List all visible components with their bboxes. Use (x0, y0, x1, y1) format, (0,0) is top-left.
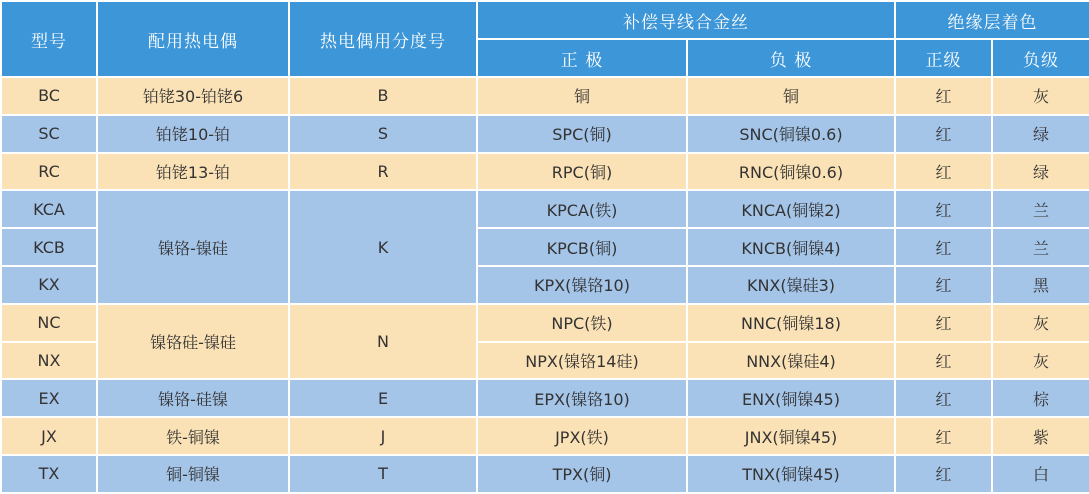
cell-positive: NPX(镍铬14硅) (477, 342, 687, 380)
cell-pos-color: 红 (895, 266, 992, 304)
cell-model: KCB (1, 228, 97, 266)
cell-negative: SNC(铜镍0.6) (687, 115, 895, 153)
cell-neg-color: 灰 (992, 304, 1089, 342)
table-row (1, 153, 1089, 191)
cell-positive: EPX(镍铬10) (477, 379, 687, 417)
cell-pos-color: 红 (895, 455, 992, 493)
header-positive: 正 极 (477, 39, 687, 77)
cell-neg-color: 棕 (992, 379, 1089, 417)
cell-model: BC (1, 77, 97, 115)
table-row (1, 115, 1089, 153)
header-thermocouple: 配用热电偶 (97, 1, 289, 77)
header-graduation: 热电偶用分度号 (289, 1, 477, 77)
cell-negative: NNC(铜镍18) (687, 304, 895, 342)
table-row (1, 417, 1089, 455)
cell-thermocouple: 铁-铜镍 (97, 417, 289, 455)
cell-negative: KNCB(铜镍4) (687, 228, 895, 266)
cell-model: KX (1, 266, 97, 304)
cell-model: JX (1, 417, 97, 455)
cell-positive: KPX(镍铬10) (477, 266, 687, 304)
cell-neg-color: 兰 (992, 228, 1089, 266)
cell-thermocouple: 铜-铜镍 (97, 455, 289, 493)
table-row (1, 304, 1089, 342)
table-row (1, 455, 1089, 493)
table-row (1, 379, 1089, 417)
cell-positive: SPC(铜) (477, 115, 687, 153)
cell-model: KCA (1, 190, 97, 228)
cell-neg-color: 紫 (992, 417, 1089, 455)
cell-graduation: B (289, 77, 477, 115)
cell-thermocouple: 铂铑10-铂 (97, 115, 289, 153)
cell-model: NC (1, 304, 97, 342)
header-negative: 负 极 (687, 39, 895, 77)
cell-graduation: J (289, 417, 477, 455)
cell-neg-color: 灰 (992, 342, 1089, 380)
cell-negative: RNC(铜镍0.6) (687, 153, 895, 191)
cell-pos-color: 红 (895, 190, 992, 228)
cell-negative: KNX(镍硅3) (687, 266, 895, 304)
cell-model: RC (1, 153, 97, 191)
table-row (1, 190, 1089, 228)
cell-graduation: R (289, 153, 477, 191)
cell-model: NX (1, 342, 97, 380)
cell-neg-color: 黑 (992, 266, 1089, 304)
cell-neg-color: 绿 (992, 115, 1089, 153)
cell-neg-color: 灰 (992, 77, 1089, 115)
cell-positive: JPX(铁) (477, 417, 687, 455)
cell-pos-color: 红 (895, 342, 992, 380)
cell-neg-color: 兰 (992, 190, 1089, 228)
cell-neg-color: 白 (992, 455, 1089, 493)
cell-pos-color: 红 (895, 115, 992, 153)
cell-positive: KPCB(铜) (477, 228, 687, 266)
cell-pos-color: 红 (895, 228, 992, 266)
cell-thermocouple: 铂铑30-铂铑6 (97, 77, 289, 115)
cell-pos-color: 红 (895, 153, 992, 191)
cell-pos-color: 红 (895, 304, 992, 342)
header-alloy: 补偿导线合金丝 (477, 1, 895, 39)
header-model: 型号 (1, 1, 97, 77)
cell-neg-color: 绿 (992, 153, 1089, 191)
cell-positive: 铜 (477, 77, 687, 115)
cell-thermocouple: 铂铑13-铂 (97, 153, 289, 191)
cell-positive: KPCA(铁) (477, 190, 687, 228)
cell-pos-color: 红 (895, 379, 992, 417)
cell-negative: NNX(镍硅4) (687, 342, 895, 380)
cell-positive: NPC(铁) (477, 304, 687, 342)
cell-thermocouple: 镍铬-镍硅 (97, 190, 289, 303)
table-row (1, 77, 1089, 115)
cell-model: SC (1, 115, 97, 153)
cell-negative: 铜 (687, 77, 895, 115)
cell-thermocouple: 镍铬-硅镍 (97, 379, 289, 417)
cell-pos-color: 红 (895, 417, 992, 455)
cell-pos-color: 红 (895, 77, 992, 115)
cell-negative: ENX(铜镍45) (687, 379, 895, 417)
cell-graduation: T (289, 455, 477, 493)
cell-positive: RPC(铜) (477, 153, 687, 191)
cell-graduation: S (289, 115, 477, 153)
cell-model: TX (1, 455, 97, 493)
cell-graduation: N (289, 304, 477, 380)
cell-graduation: E (289, 379, 477, 417)
cell-thermocouple: 镍铬硅-镍硅 (97, 304, 289, 380)
cell-negative: KNCA(铜镍2) (687, 190, 895, 228)
cell-negative: TNX(铜镍45) (687, 455, 895, 493)
header-insulation: 绝缘层着色 (895, 1, 1089, 39)
header-neg-color: 负级 (992, 39, 1089, 77)
cell-graduation: K (289, 190, 477, 303)
cell-model: EX (1, 379, 97, 417)
cell-positive: TPX(铜) (477, 455, 687, 493)
header-pos-color: 正级 (895, 39, 992, 77)
cell-negative: JNX(铜镍45) (687, 417, 895, 455)
